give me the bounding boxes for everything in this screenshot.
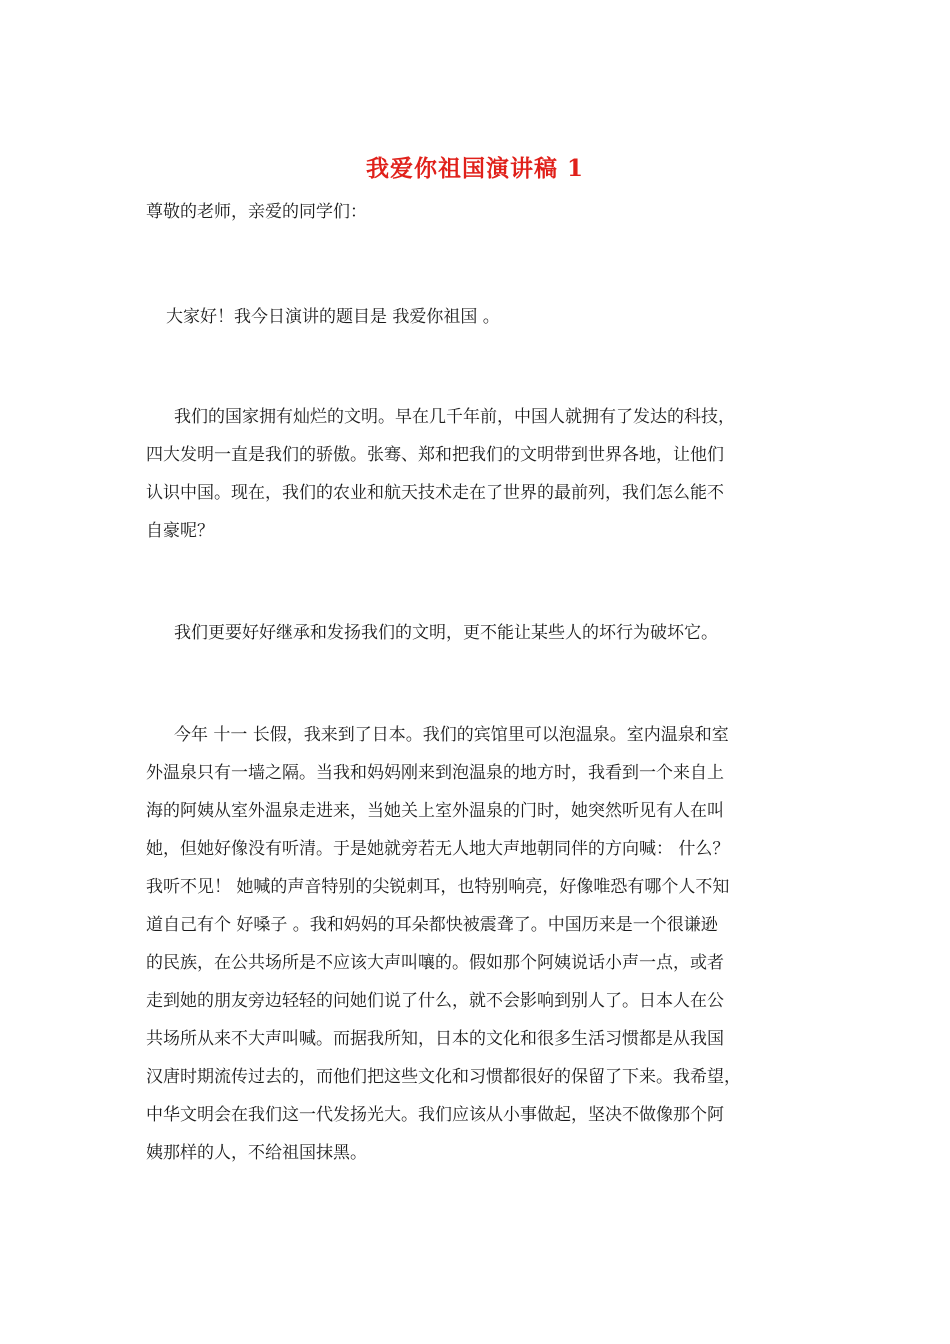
paragraph-line: 姨那样的人，不给祖国抹黑。	[146, 1143, 367, 1163]
paragraph-line: 道自己有个 好嗓子 。我和妈妈的耳朵都快被震聋了。中国历来是一个很谦逊	[146, 915, 718, 935]
paragraph-line: 汉唐时期流传过去的，而他们把这些文化和习惯都很好的保留了下来。我希望，	[146, 1067, 741, 1087]
paragraph-line: 走到她的朋友旁边轻轻的问她们说了什么，就不会影响到别人了。日本人在公	[146, 991, 724, 1011]
paragraph-line: 四大发明一直是我们的骄傲。张骞、郑和把我们的文明带到世界各地，让他们	[146, 445, 724, 465]
document-title: 我爱你祖国演讲稿 1	[365, 155, 584, 182]
paragraph-line: 认识中国。现在，我们的农业和航天技术走在了世界的最前列，我们怎么能不	[146, 483, 724, 503]
paragraph-line: 我听不见！ 她喊的声音特别的尖锐刺耳，也特别响亮，好像唯恐有哪个人不知	[146, 877, 730, 897]
paragraph-2	[146, 398, 806, 550]
paragraph-line: 的民族，在公共场所是不应该大声叫嚷的。假如那个阿姨说话小声一点，或者	[146, 953, 724, 973]
paragraph-line: 海的阿姨从室外温泉走进来，当她关上室外温泉的门时，她突然听见有人在叫	[146, 801, 724, 821]
paragraph-line: 今年 十一 长假，我来到了日本。我们的宾馆里可以泡温泉。室内温泉和室	[174, 725, 729, 745]
paragraph-line: 我们的国家拥有灿烂的文明。早在几千年前，中国人就拥有了发达的科技，	[174, 407, 735, 427]
paragraph-line: 自豪呢？	[146, 521, 214, 541]
paragraph-line: 大家好！我今日演讲的题目是 我爱你祖国 。	[166, 307, 500, 327]
salutation: 尊敬的老师，亲爱的同学们：	[146, 202, 367, 222]
paragraph-4	[146, 716, 806, 1172]
paragraph-line: 共场所从来不大声叫喊。而据我所知，日本的文化和很多生活习惯都是从我国	[146, 1029, 724, 1049]
paragraph-line: 我们更要好好继承和发扬我们的文明，更不能让某些人的坏行为破坏它。	[174, 623, 718, 643]
paragraph-3	[146, 614, 806, 652]
paragraph-line: 外温泉只有一墙之隔。当我和妈妈刚来到泡温泉的地方时，我看到一个来自上	[146, 763, 724, 783]
paragraph-line: 中华文明会在我们这一代发扬光大。我们应该从小事做起，坚决不做像那个阿	[146, 1105, 724, 1125]
paragraph-1	[146, 298, 806, 336]
paragraph-line: 她，但她好像没有听清。于是她就旁若无人地大声地朝同伴的方向喊： 什么？	[146, 839, 730, 859]
